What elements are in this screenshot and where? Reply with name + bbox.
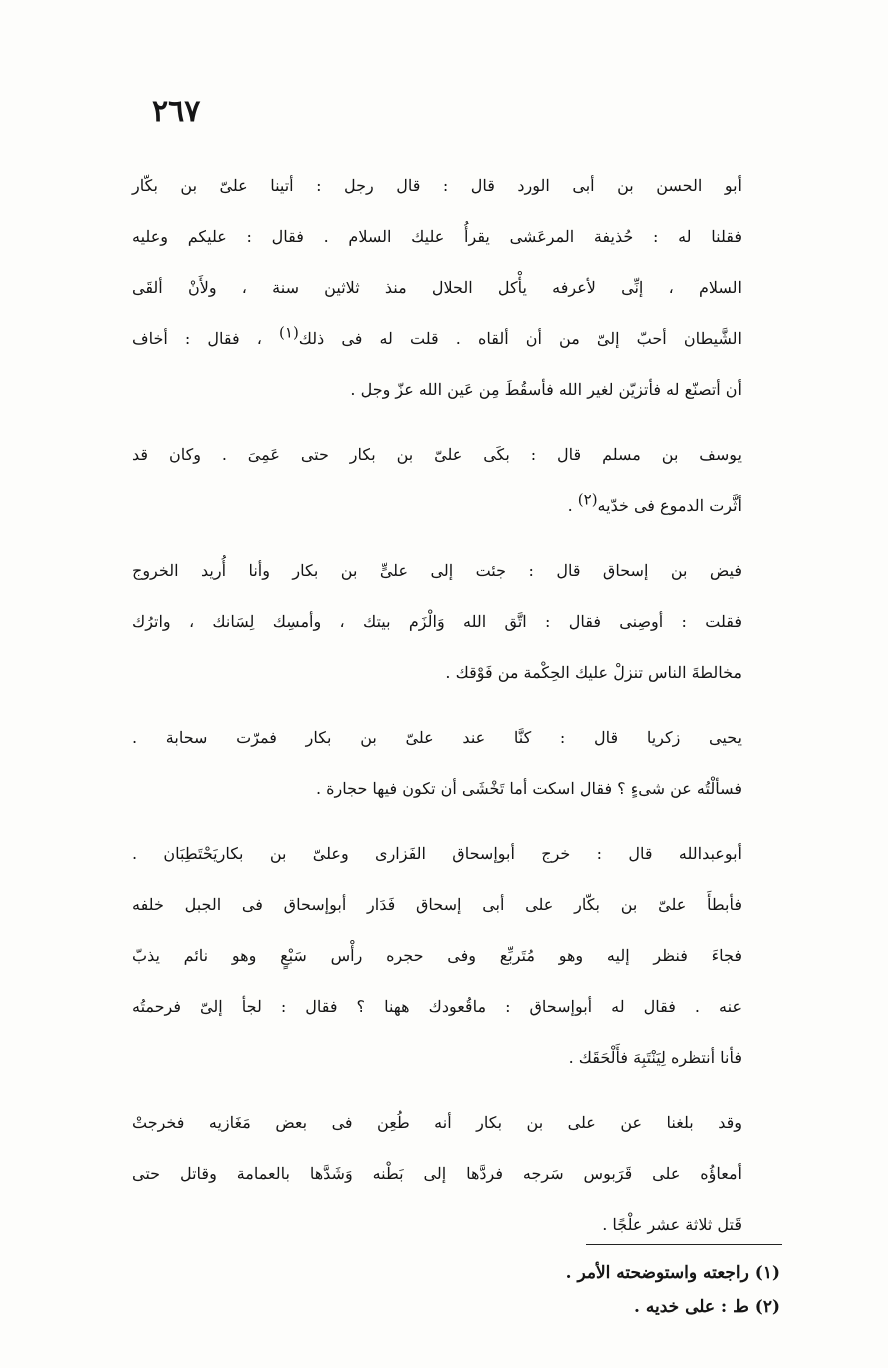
footnote-ref-2: (٢)	[577, 490, 598, 509]
page-number: ٢٦٧	[152, 94, 201, 129]
paragraph-3	[132, 545, 780, 698]
text-segment: ، فقال : أخاف	[132, 329, 280, 348]
body-text	[132, 160, 780, 1264]
text-line	[132, 480, 780, 531]
text-line: عنه . فقال له أبوإسحاق : ماقُعودك ههنا ؟ فقال : لجأ إلىّ فرحمتُه	[132, 997, 742, 1016]
text-line: أمعاؤُه على قَرَبوس سَرجه فردَّها إلى بَطْنه وَشَدَّها بالعمامة وقاتل حتى	[132, 1164, 742, 1183]
footnote-1: (١) راجعته واستوضحته الأمر .	[565, 1263, 780, 1283]
footnote-divider	[586, 1244, 782, 1245]
text-segment: الشَّيطان أحبّ إلىّ من أن ألقاه . قلت له فى ذلك	[298, 329, 743, 348]
paragraph-4	[132, 712, 780, 814]
text-line: يحيى زكريا قال : كنَّا عند علىّ بن بكار فمرّت سحابة .	[132, 728, 742, 747]
text-line: فأبطأَ علىّ بن بكّار على أبى إسحاق فَدَار أبوإسحاق فى الجبل خلفه	[132, 895, 742, 914]
text-line: أبوعبدالله قال : خرج أبوإسحاق الفَزارى وعلىّ بن بكاريَحْتَطِبَان .	[132, 844, 742, 863]
footnotes	[400, 1256, 780, 1324]
text-line: فجاءَ فنظر إليه وهو مُتَربِّع وفى حجره رأْس سَبْعٍ وهو نائم يذبّ	[132, 946, 742, 965]
paragraph-2	[132, 429, 780, 531]
footnote-2: (٢) ط : على خديه .	[634, 1297, 780, 1317]
text-segment: أثَّرت الدموع فى خدّيه	[597, 496, 742, 515]
paragraph-1	[132, 160, 780, 415]
text-line: أن أتصنّع له فأتزيّن لغير الله فأسقُطَ مِن عَين الله عزّ وجل .	[350, 380, 742, 399]
text-line: فأنا أنتظره لِيَنْتَبِهَ فأَلْحَقَك .	[568, 1048, 742, 1067]
text-line: فيض بن إسحاق قال : جئت إلى علىٍّ بن بكار وأنا أُريد الخروج	[132, 561, 742, 580]
text-line: مخالطةَ الناس تنزلْ عليك الحِكْمة من فَوْقك .	[445, 663, 742, 682]
text-line: قَتل ثلاثة عشر علْجًا .	[602, 1215, 742, 1234]
text-line: فسألْتُه عن شىءٍ ؟ فقال اسكت أما تَخْشَى أن تكون فيها حجارة .	[315, 779, 742, 798]
text-segment: .	[567, 496, 578, 515]
text-line: وقد بلغنا عن على بن بكار أنه طُعِن فى بعض مَغَازيه فخرجتْ	[132, 1113, 742, 1132]
text-line: فقلت : أوصِنى فقال : اتَّق الله وَالْزَم بيتك ، وأمسِك لِسَانك ، واترُك	[132, 612, 742, 631]
paragraph-6	[132, 1097, 780, 1250]
text-line: أبو الحسن بن أبى الورد قال : قال رجل : أتينا علىّ بن بكّار	[132, 176, 742, 195]
text-line: فقلنا له : حُذيفة المرعَشى يقرأُ عليك السلام . فقال : عليكم وعليه	[132, 227, 742, 246]
footnote-ref-1: (١)	[279, 323, 299, 342]
text-line: يوسف بن مسلم قال : بكَى علىّ بن بكار حتى عَمِىَ . وكان قد	[132, 445, 742, 464]
paragraph-5	[132, 828, 780, 1083]
text-line: السلام ، إنِّى لأعرفه يأْكل الحلال منذ ثلاثين سنة ، ولأَنْ ألقَى	[132, 278, 742, 297]
text-line	[132, 313, 780, 364]
